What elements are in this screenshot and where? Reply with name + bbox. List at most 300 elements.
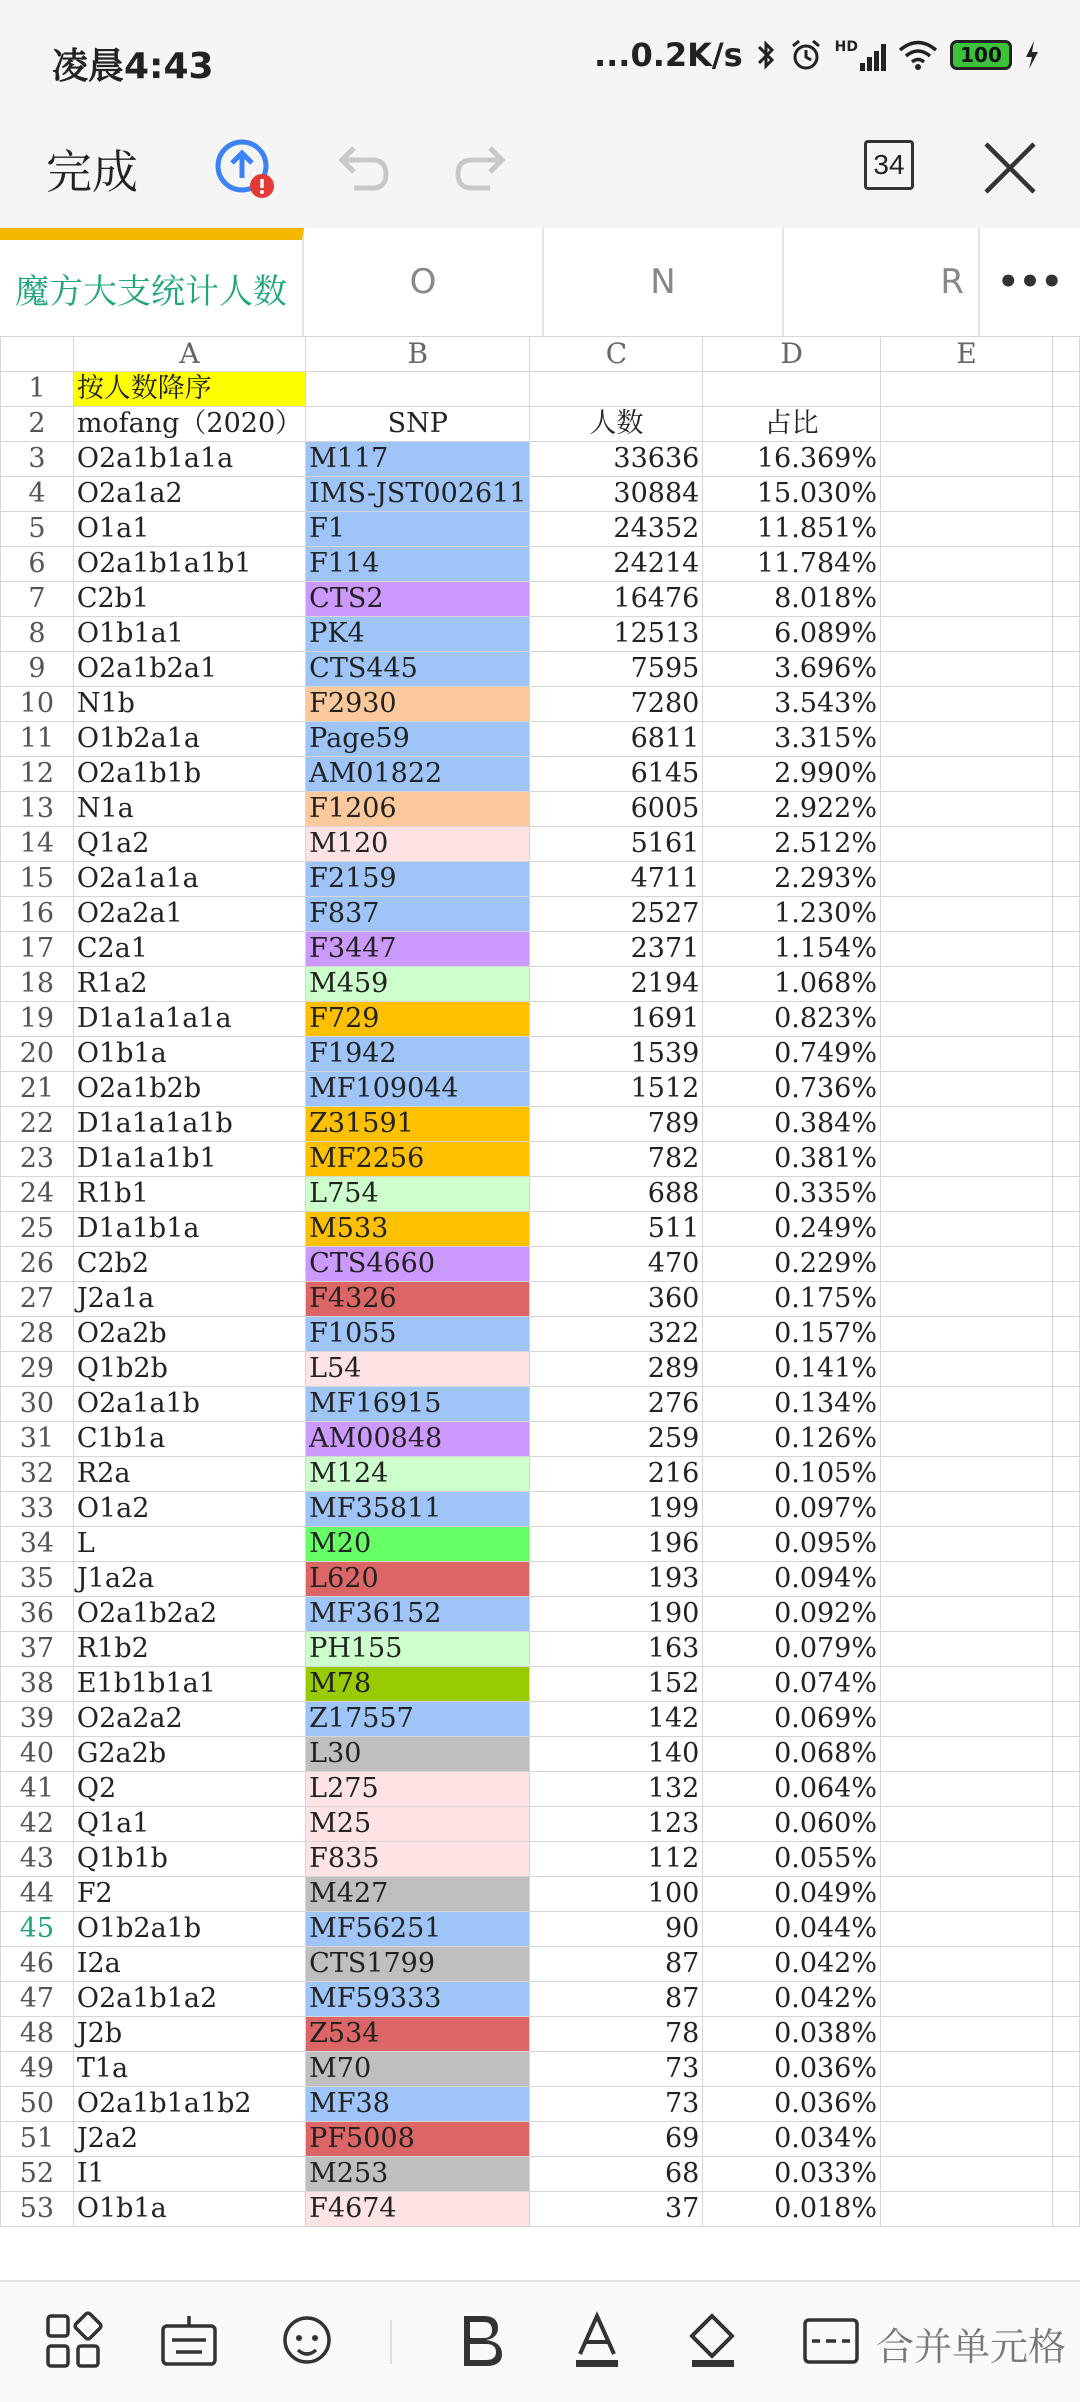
row-number[interactable]: 20 [1,1037,74,1072]
cell[interactable] [1053,2087,1080,2122]
cell-snp[interactable]: M120 [306,827,530,862]
cell[interactable] [1053,1842,1080,1877]
cell-count[interactable]: 6145 [530,757,703,792]
cell[interactable] [881,1737,1053,1772]
cell[interactable] [1053,1597,1080,1632]
cell-percent[interactable]: 0.097% [703,1492,881,1527]
cell-haplogroup[interactable]: O2a2b [73,1317,305,1352]
cell[interactable] [1053,1457,1080,1492]
cell-percent[interactable]: 0.105% [703,1457,881,1492]
cell-count[interactable]: 87 [530,1982,703,2017]
cell[interactable] [1053,932,1080,967]
row-number[interactable]: 13 [1,792,74,827]
cell-snp[interactable]: M117 [306,442,530,477]
cell[interactable] [881,967,1053,1002]
cell-haplogroup[interactable]: J2b [73,2017,305,2052]
cell-snp[interactable]: M20 [306,1527,530,1562]
cell-count[interactable]: 73 [530,2052,703,2087]
cell-percent[interactable]: 0.175% [703,1282,881,1317]
cell-snp[interactable]: Z534 [306,2017,530,2052]
cell[interactable] [881,1947,1053,1982]
cell-header-c[interactable]: 人数 [530,407,703,442]
cell[interactable] [1053,1212,1080,1247]
cell-count[interactable]: 1691 [530,1002,703,1037]
close-icon[interactable] [972,130,1048,206]
cell[interactable] [1053,2157,1080,2192]
row-number[interactable]: 53 [1,2192,74,2227]
cell[interactable] [1053,477,1080,512]
cell-snp[interactable]: L275 [306,1772,530,1807]
row-number[interactable]: 27 [1,1282,74,1317]
cell-percent[interactable]: 0.134% [703,1387,881,1422]
cell-count[interactable]: 163 [530,1632,703,1667]
cell-percent[interactable]: 15.030% [703,477,881,512]
cell-count[interactable]: 142 [530,1702,703,1737]
cell[interactable] [881,2157,1053,2192]
cell-percent[interactable]: 0.042% [703,1947,881,1982]
cell[interactable] [881,652,1053,687]
row-number[interactable]: 14 [1,827,74,862]
row-number[interactable]: 37 [1,1632,74,1667]
cell[interactable] [1053,2017,1080,2052]
cell-count[interactable]: 1512 [530,1072,703,1107]
tab-sheet-3[interactable]: R [784,228,980,336]
row-number[interactable]: 39 [1,1702,74,1737]
cell-count[interactable]: 24214 [530,547,703,582]
cell[interactable] [881,2122,1053,2157]
cell[interactable] [881,547,1053,582]
cell-percent[interactable]: 0.335% [703,1177,881,1212]
cell[interactable] [1053,442,1080,477]
cell[interactable] [881,1002,1053,1037]
row-number[interactable]: 31 [1,1422,74,1457]
cell-percent[interactable]: 0.033% [703,2157,881,2192]
cell-haplogroup[interactable]: O2a1b1b [73,757,305,792]
cell[interactable] [1053,1387,1080,1422]
cell-percent[interactable]: 0.055% [703,1842,881,1877]
cell[interactable] [881,687,1053,722]
cell-snp[interactable]: F114 [306,547,530,582]
cell-snp[interactable]: M70 [306,2052,530,2087]
assistant-icon[interactable] [276,2310,338,2372]
cell-snp[interactable]: CTS445 [306,652,530,687]
cell[interactable] [881,1247,1053,1282]
row-number[interactable]: 49 [1,2052,74,2087]
cell[interactable] [703,372,881,407]
row-number[interactable]: 45 [1,1912,74,1947]
cell-haplogroup[interactable]: R1b2 [73,1632,305,1667]
cell-snp[interactable]: PH155 [306,1632,530,1667]
cell-header-d[interactable]: 占比 [703,407,881,442]
cell-count[interactable]: 276 [530,1387,703,1422]
cell-haplogroup[interactable]: D1a1a1a1a [73,1002,305,1037]
tab-sheet-0[interactable]: 魔方大支统计人数 [0,228,304,336]
cell-snp[interactable]: L54 [306,1352,530,1387]
cell-percent[interactable]: 2.990% [703,757,881,792]
cell-count[interactable]: 87 [530,1947,703,1982]
cell-count[interactable]: 688 [530,1177,703,1212]
cell-percent[interactable]: 0.038% [703,2017,881,2052]
sheet-count-button[interactable] [864,140,914,190]
cell-count[interactable]: 73 [530,2087,703,2122]
cell[interactable] [881,1982,1053,2017]
cell[interactable] [1053,2122,1080,2157]
cell-snp[interactable]: Z31591 [306,1107,530,1142]
row-number[interactable]: 10 [1,687,74,722]
row-number[interactable]: 22 [1,1107,74,1142]
row-number[interactable]: 4 [1,477,74,512]
cell[interactable] [1053,652,1080,687]
row-number[interactable]: 50 [1,2087,74,2122]
cell-snp[interactable]: L30 [306,1737,530,1772]
cell-percent[interactable]: 3.315% [703,722,881,757]
cell[interactable] [1053,372,1080,407]
row-number[interactable]: 8 [1,617,74,652]
cell-haplogroup[interactable]: O2a2a1 [73,897,305,932]
cell[interactable] [881,582,1053,617]
cell-count[interactable]: 30884 [530,477,703,512]
row-number[interactable]: 34 [1,1527,74,1562]
cell-percent[interactable]: 6.089% [703,617,881,652]
cell-haplogroup[interactable]: O1b2a1a [73,722,305,757]
cell-percent[interactable]: 0.157% [703,1317,881,1352]
row-number[interactable]: 47 [1,1982,74,2017]
cell[interactable] [1053,1807,1080,1842]
cell-percent[interactable]: 0.036% [703,2052,881,2087]
fill-color-icon[interactable] [682,2310,744,2372]
cell[interactable] [881,1527,1053,1562]
cell-snp[interactable]: AM00848 [306,1422,530,1457]
cell-haplogroup[interactable]: C2a1 [73,932,305,967]
row-number[interactable]: 16 [1,897,74,932]
cell-snp[interactable]: IMS-JST002611 [306,477,530,512]
cell[interactable] [881,1177,1053,1212]
cell[interactable] [1053,792,1080,827]
cell-haplogroup[interactable]: O1b2a1b [73,1912,305,1947]
cell[interactable] [881,1807,1053,1842]
redo-icon[interactable] [444,130,520,206]
cell[interactable] [1053,687,1080,722]
cell-count[interactable]: 289 [530,1352,703,1387]
cell-snp[interactable]: MF36152 [306,1597,530,1632]
cell[interactable] [881,477,1053,512]
keyboard-icon[interactable] [158,2310,220,2372]
cell-haplogroup[interactable]: O1b1a1 [73,617,305,652]
done-button[interactable]: 完成 [46,145,138,199]
cell-percent[interactable]: 1.230% [703,897,881,932]
cell-haplogroup[interactable]: Q1b2b [73,1352,305,1387]
cell-count[interactable]: 2527 [530,897,703,932]
row-number[interactable]: 19 [1,1002,74,1037]
cell-snp[interactable]: CTS2 [306,582,530,617]
cell-snp[interactable]: CTS4660 [306,1247,530,1282]
cell-snp[interactable]: F1 [306,512,530,547]
cell-haplogroup[interactable]: D1a1a1b1 [73,1142,305,1177]
cell-header-b[interactable]: SNP [306,407,530,442]
cell-haplogroup[interactable]: D1a1b1a [73,1212,305,1247]
cell-count[interactable]: 193 [530,1562,703,1597]
cell-percent[interactable]: 0.044% [703,1912,881,1947]
cell-snp[interactable]: M78 [306,1667,530,1702]
row-number[interactable]: 43 [1,1842,74,1877]
cell[interactable] [1053,1632,1080,1667]
cell-percent[interactable]: 0.736% [703,1072,881,1107]
cell-percent[interactable]: 0.249% [703,1212,881,1247]
cell-percent[interactable]: 0.749% [703,1037,881,1072]
cell[interactable] [881,1422,1053,1457]
cell-count[interactable]: 216 [530,1457,703,1492]
cell-percent[interactable]: 11.784% [703,547,881,582]
cell-percent[interactable]: 0.074% [703,1667,881,1702]
cell-haplogroup[interactable]: O2a1b1a1a [73,442,305,477]
cell-count[interactable]: 7280 [530,687,703,722]
cloud-upload-warning-icon[interactable] [208,130,284,206]
cell-count[interactable]: 782 [530,1142,703,1177]
cell-percent[interactable]: 0.092% [703,1597,881,1632]
cell[interactable] [881,827,1053,862]
cell-count[interactable]: 112 [530,1842,703,1877]
row-number[interactable]: 15 [1,862,74,897]
cell[interactable] [881,757,1053,792]
cell-snp[interactable]: M25 [306,1807,530,1842]
cell-haplogroup[interactable]: R1b1 [73,1177,305,1212]
cell-count[interactable]: 190 [530,1597,703,1632]
cell-snp[interactable]: M459 [306,967,530,1002]
cell-percent[interactable]: 0.060% [703,1807,881,1842]
row-number[interactable]: 25 [1,1212,74,1247]
cell-percent[interactable]: 8.018% [703,582,881,617]
cell[interactable] [530,372,703,407]
cell-percent[interactable]: 16.369% [703,442,881,477]
cell-snp[interactable]: F1055 [306,1317,530,1352]
row-number[interactable]: 11 [1,722,74,757]
cell[interactable] [881,1457,1053,1492]
cell[interactable] [881,932,1053,967]
row-number[interactable]: 41 [1,1772,74,1807]
cell-percent[interactable]: 0.042% [703,1982,881,2017]
cell-count[interactable]: 68 [530,2157,703,2192]
bold-icon[interactable] [450,2310,512,2372]
cell-haplogroup[interactable]: Q1b1b [73,1842,305,1877]
cell-count[interactable]: 196 [530,1527,703,1562]
cell-snp[interactable]: F2159 [306,862,530,897]
cell[interactable] [881,1562,1053,1597]
cell[interactable] [1053,1282,1080,1317]
cell[interactable] [1053,2052,1080,2087]
row-number[interactable]: 18 [1,967,74,1002]
row-number[interactable]: 1 [1,372,74,407]
cell-percent[interactable]: 0.034% [703,2122,881,2157]
cell-haplogroup[interactable]: Q1a1 [73,1807,305,1842]
cell[interactable] [1053,1737,1080,1772]
cell-haplogroup[interactable]: O2a1a2 [73,477,305,512]
font-color-icon[interactable] [566,2310,628,2372]
cell-snp[interactable]: MF56251 [306,1912,530,1947]
row-number[interactable]: 48 [1,2017,74,2052]
cell[interactable] [1053,862,1080,897]
cell-count[interactable]: 4711 [530,862,703,897]
row-number[interactable]: 51 [1,2122,74,2157]
cell-haplogroup[interactable]: C2b1 [73,582,305,617]
cell[interactable] [1053,1037,1080,1072]
cell[interactable] [881,1667,1053,1702]
cell-percent[interactable]: 0.018% [703,2192,881,2227]
cell-haplogroup[interactable]: I1 [73,2157,305,2192]
column-header-d[interactable]: D [703,337,881,372]
cell-snp[interactable]: F1942 [306,1037,530,1072]
cell[interactable] [881,1387,1053,1422]
cell-snp[interactable]: M124 [306,1457,530,1492]
cell-count[interactable]: 470 [530,1247,703,1282]
cell-haplogroup[interactable]: N1b [73,687,305,722]
column-header-a[interactable]: A [73,337,305,372]
cell-count[interactable]: 6811 [530,722,703,757]
cell[interactable] [881,722,1053,757]
cell-snp[interactable]: MF59333 [306,1982,530,2017]
cell-percent[interactable]: 0.036% [703,2087,881,2122]
cell-haplogroup[interactable]: Q2 [73,1772,305,1807]
cell-haplogroup[interactable]: C1b1a [73,1422,305,1457]
cell-count[interactable]: 789 [530,1107,703,1142]
row-number[interactable]: 29 [1,1352,74,1387]
cell-title[interactable]: 按人数降序 [73,372,305,407]
cell-count[interactable]: 199 [530,1492,703,1527]
cell[interactable] [1053,1562,1080,1597]
cell[interactable] [1053,1317,1080,1352]
cell[interactable] [1053,512,1080,547]
cell-haplogroup[interactable]: J2a1a [73,1282,305,1317]
cell-haplogroup[interactable]: R2a [73,1457,305,1492]
row-number[interactable]: 24 [1,1177,74,1212]
cell-haplogroup[interactable]: G2a2b [73,1737,305,1772]
cell-haplogroup[interactable]: O2a1b2a2 [73,1597,305,1632]
cell[interactable] [881,407,1053,442]
cell[interactable] [1053,722,1080,757]
cell-snp[interactable]: CTS1799 [306,1947,530,1982]
cell[interactable] [881,2017,1053,2052]
cell-count[interactable]: 152 [530,1667,703,1702]
cell-percent[interactable]: 2.293% [703,862,881,897]
cell-count[interactable]: 322 [530,1317,703,1352]
cell-percent[interactable]: 3.696% [703,652,881,687]
cell[interactable] [1053,1912,1080,1947]
cell[interactable] [1053,582,1080,617]
cell[interactable] [1053,1772,1080,1807]
cell[interactable] [1053,1492,1080,1527]
column-header-f[interactable] [1053,337,1080,372]
more-tabs-button[interactable]: ••• [997,262,1063,302]
cell[interactable] [1053,1072,1080,1107]
cell-percent[interactable]: 0.823% [703,1002,881,1037]
cell[interactable] [1053,827,1080,862]
cell-count[interactable]: 78 [530,2017,703,2052]
cell[interactable] [1053,1002,1080,1037]
cell-snp[interactable]: PK4 [306,617,530,652]
cell-snp[interactable]: MF38 [306,2087,530,2122]
cell-percent[interactable]: 0.094% [703,1562,881,1597]
cell[interactable] [881,1492,1053,1527]
cell[interactable] [881,1702,1053,1737]
cell-header-a[interactable]: mofang（2020） [73,407,305,442]
spreadsheet-grid[interactable] [0,336,1080,2280]
row-number[interactable]: 28 [1,1317,74,1352]
row-number[interactable]: 12 [1,757,74,792]
cell[interactable] [881,2052,1053,2087]
cell[interactable] [1053,1527,1080,1562]
cell[interactable] [881,1877,1053,1912]
cell[interactable] [1053,1247,1080,1282]
cell-haplogroup[interactable]: O1a1 [73,512,305,547]
cell-count[interactable]: 69 [530,2122,703,2157]
column-header-b[interactable]: B [306,337,530,372]
row-number[interactable]: 3 [1,442,74,477]
cell-snp[interactable]: L754 [306,1177,530,1212]
cell-count[interactable]: 90 [530,1912,703,1947]
cell[interactable] [881,1842,1053,1877]
cell-haplogroup[interactable]: O2a1a1a [73,862,305,897]
cell-percent[interactable]: 0.126% [703,1422,881,1457]
row-number[interactable]: 44 [1,1877,74,1912]
cell-haplogroup[interactable]: F2 [73,1877,305,1912]
merge-cells-label[interactable]: 合并单元格 [876,2325,1067,2369]
cell[interactable] [1053,1422,1080,1457]
cell-percent[interactable]: 3.543% [703,687,881,722]
column-header-e[interactable]: E [881,337,1053,372]
apps-grid-icon[interactable] [42,2310,104,2372]
row-number[interactable]: 17 [1,932,74,967]
column-header-c[interactable]: C [530,337,703,372]
cell-count[interactable]: 33636 [530,442,703,477]
row-number[interactable]: 35 [1,1562,74,1597]
cell[interactable] [881,1317,1053,1352]
cell-percent[interactable]: 1.068% [703,967,881,1002]
row-number[interactable]: 2 [1,407,74,442]
cell-snp[interactable]: MF16915 [306,1387,530,1422]
cell-snp[interactable]: F835 [306,1842,530,1877]
cell-count[interactable]: 259 [530,1422,703,1457]
cell-count[interactable]: 7595 [530,652,703,687]
cell[interactable] [881,1597,1053,1632]
cell[interactable] [881,1282,1053,1317]
cell-percent[interactable]: 0.079% [703,1632,881,1667]
cell[interactable] [1053,967,1080,1002]
row-number[interactable]: 46 [1,1947,74,1982]
cell[interactable] [881,2087,1053,2122]
row-number[interactable]: 7 [1,582,74,617]
cell-snp[interactable]: M427 [306,1877,530,1912]
cell[interactable] [1053,897,1080,932]
cell-count[interactable]: 123 [530,1807,703,1842]
cell-snp[interactable]: F3447 [306,932,530,967]
cell-count[interactable]: 132 [530,1772,703,1807]
cell-percent[interactable]: 0.229% [703,1247,881,1282]
cell-count[interactable]: 5161 [530,827,703,862]
cell-snp[interactable]: MF2256 [306,1142,530,1177]
cell[interactable] [881,1072,1053,1107]
cell-count[interactable]: 511 [530,1212,703,1247]
row-number[interactable]: 26 [1,1247,74,1282]
cell-haplogroup[interactable]: T1a [73,2052,305,2087]
cell-haplogroup[interactable]: L [73,1527,305,1562]
cell-snp[interactable]: PF5008 [306,2122,530,2157]
cell-percent[interactable]: 0.141% [703,1352,881,1387]
cell[interactable] [1053,617,1080,652]
cell[interactable] [881,1912,1053,1947]
row-number[interactable]: 40 [1,1737,74,1772]
cell-percent[interactable]: 0.069% [703,1702,881,1737]
cell-haplogroup[interactable]: J2a2 [73,2122,305,2157]
cell[interactable] [1053,1177,1080,1212]
